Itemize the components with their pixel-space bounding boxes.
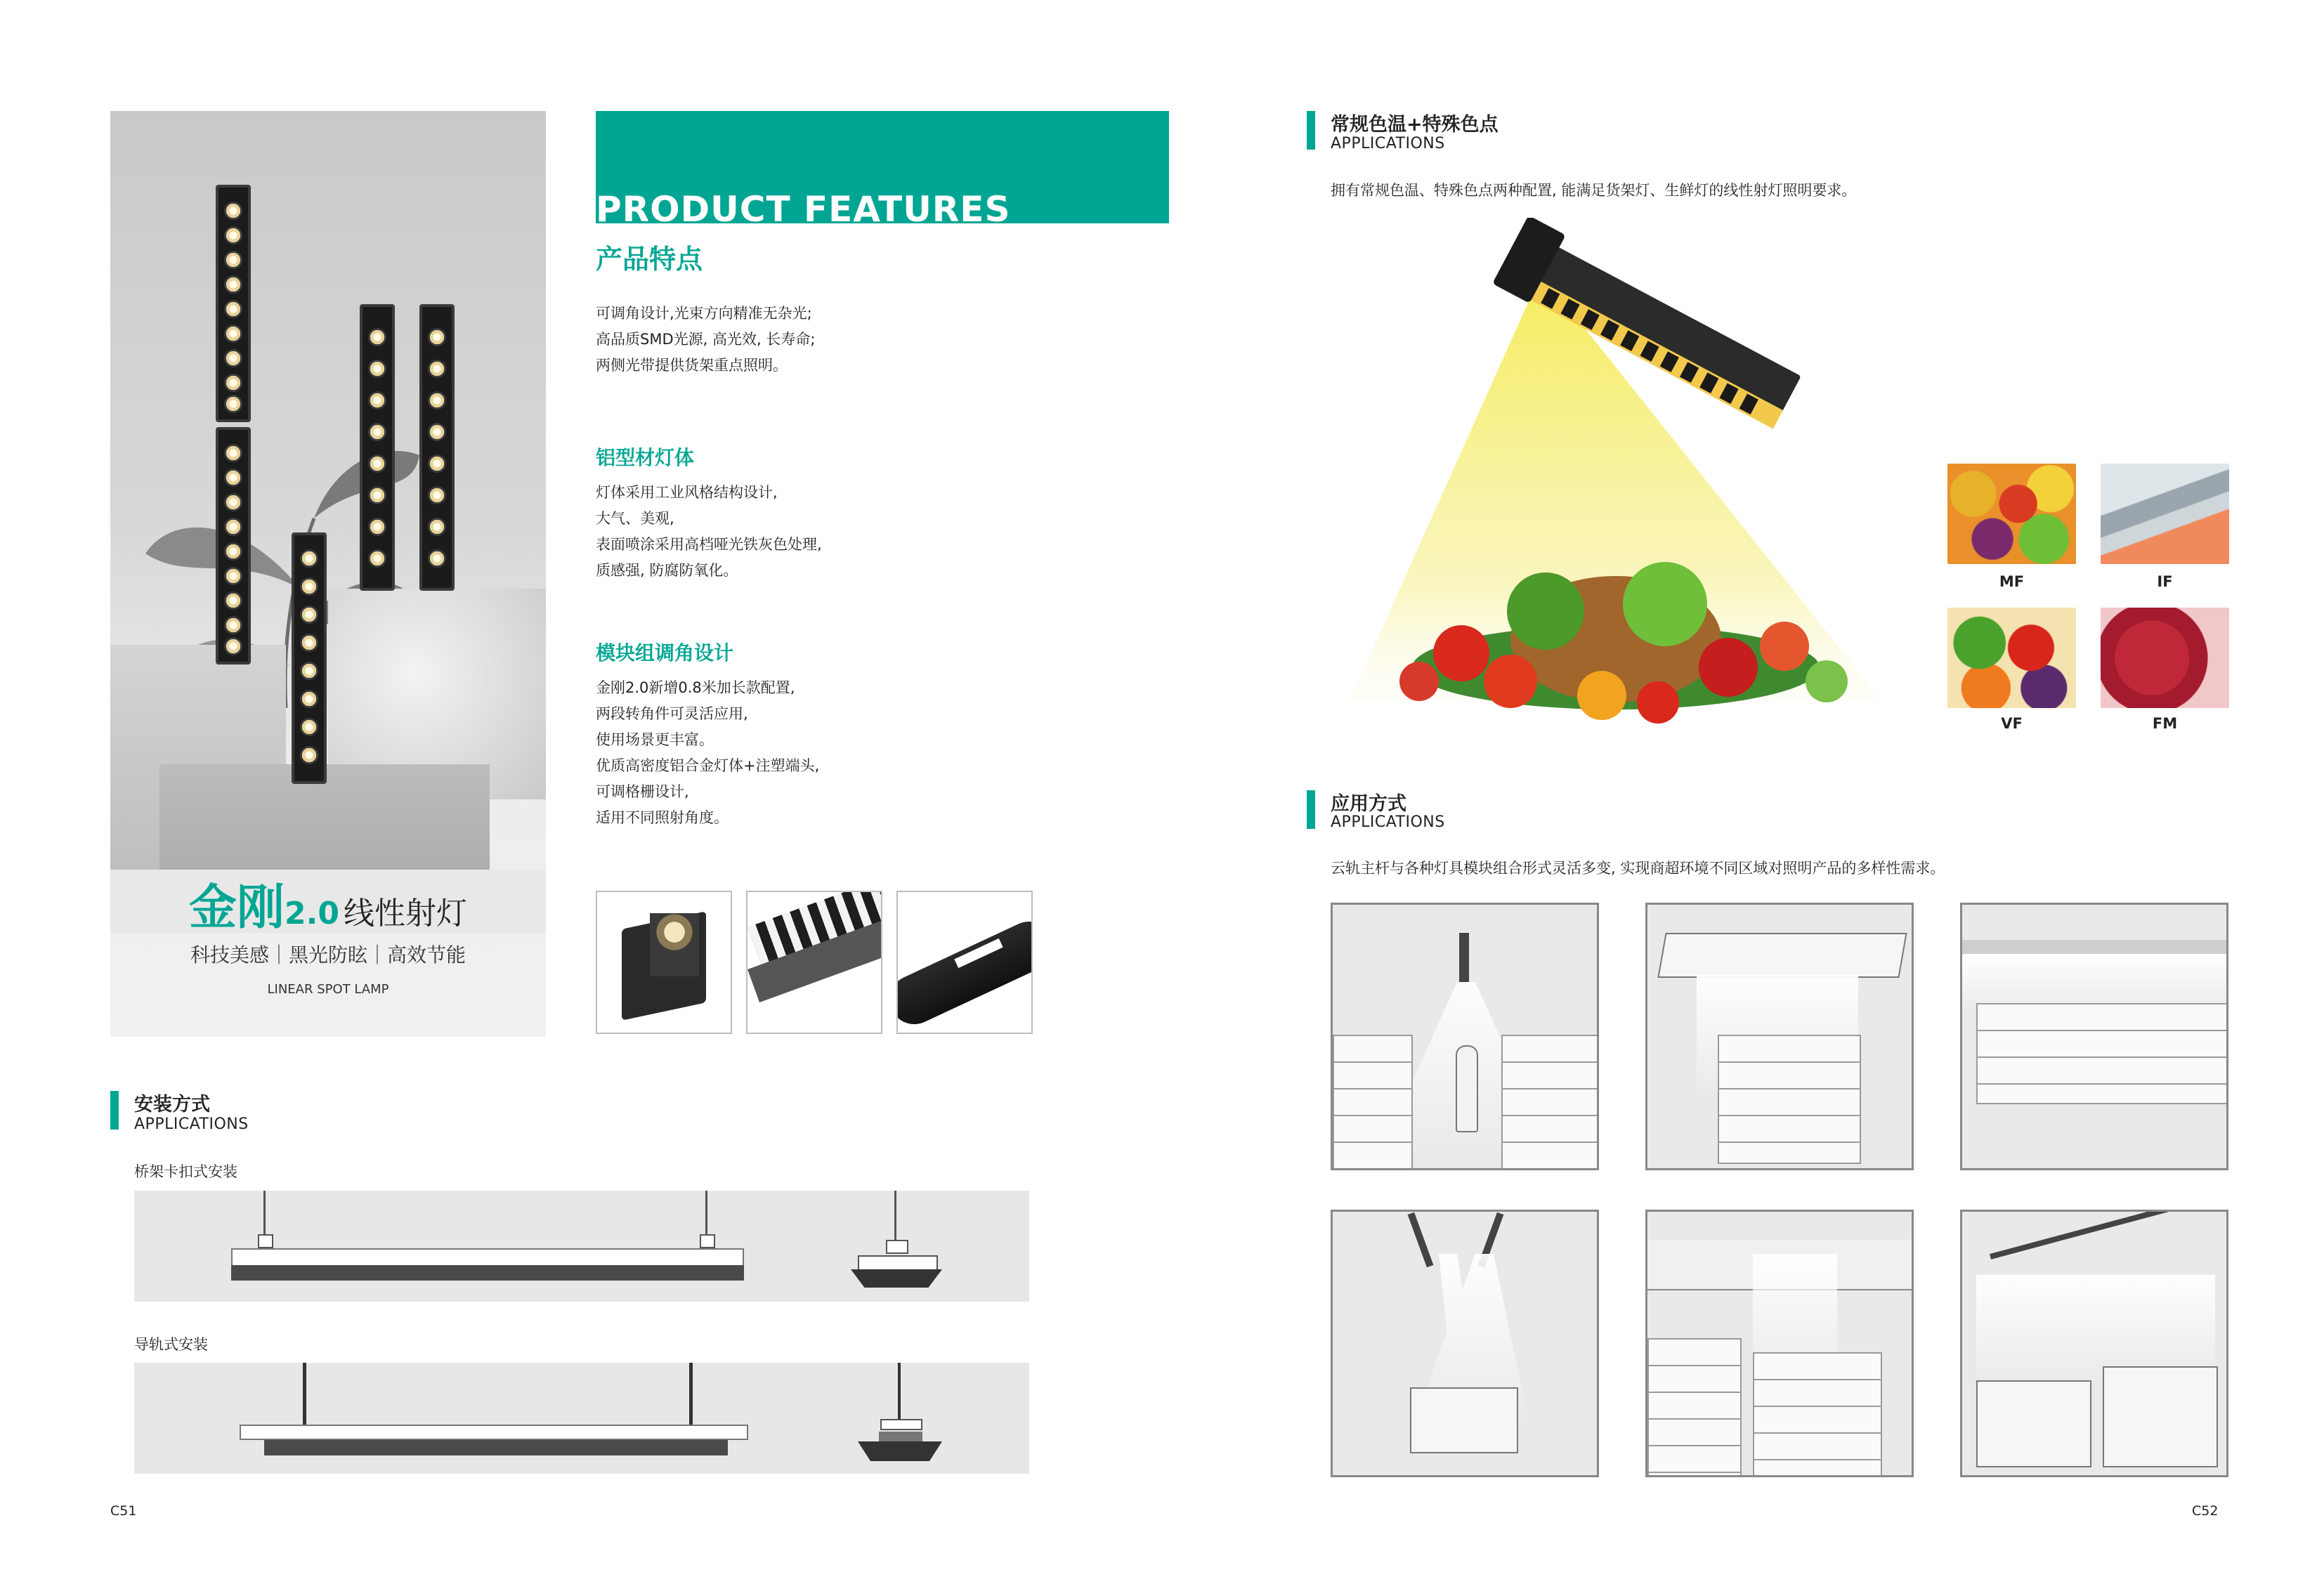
feature-section-title: 铝型材灯体 <box>596 446 695 469</box>
linear-spot-fixture <box>216 427 251 665</box>
hero-tagline: 科技美感｜黑光防眩｜高效节能 <box>190 943 466 967</box>
feature-line: 可调格栅设计, <box>596 783 689 800</box>
application-scene <box>1331 903 1599 1170</box>
application-scene <box>1960 1210 2228 1477</box>
application-scene <box>1960 903 2228 1170</box>
hero-brand: 金刚 <box>189 880 285 936</box>
feature-line: 优质高密度铝合金灯体+注塑端头, <box>596 757 820 774</box>
features-intro <box>596 301 815 379</box>
swatch-label: FM <box>2152 715 2178 732</box>
swatch-label: VF <box>2001 715 2023 732</box>
section-accent-bar <box>1307 790 1315 829</box>
features-heading-en: PRODUCT FEATURES <box>596 189 1011 230</box>
section-accent-bar <box>1307 111 1315 150</box>
feature-line: 金刚2.0新增0.8米加长款配置, <box>596 679 795 696</box>
feature-section-body <box>596 480 822 584</box>
swatch-label: IF <box>2157 573 2173 590</box>
detail-thumbnail <box>596 891 732 1034</box>
application-scene <box>1645 903 1914 1170</box>
install-method-label: 导轨式安装 <box>134 1336 208 1353</box>
meat-swatch <box>2101 608 2229 708</box>
install-diagram-bridge <box>134 1191 1029 1302</box>
install-title: 安装方式 <box>134 1094 210 1115</box>
page-number-right: C52 <box>2192 1503 2219 1519</box>
hero-product: 线性射灯 <box>343 896 467 931</box>
detail-thumbnail <box>746 891 882 1034</box>
feature-line: 质感强, 防腐防氧化。 <box>596 562 738 579</box>
feature-line: 灯体采用工业风格结构设计, <box>596 484 778 501</box>
install-diagram-track <box>134 1363 1029 1474</box>
linear-spot-fixture <box>292 532 327 784</box>
usage-description: 云轨主杆与各种灯具模块组合形式灵活多变, 实现商超环境不同区域对照明产品的多样性需求。 <box>1331 860 1945 877</box>
fish-swatch <box>2101 464 2229 564</box>
vegetable-swatch <box>1947 608 2076 708</box>
color-description: 拥有常规色温、特殊色点两种配置, 能满足货架灯、生鲜灯的线性射灯照明要求。 <box>1331 182 1857 199</box>
linear-spot-fixture <box>360 304 395 591</box>
features-intro-line: 高品质SMD光源, 高光效, 长寿命; <box>596 331 816 348</box>
usage-subtitle: APPLICATIONS <box>1331 813 1445 831</box>
hero-image <box>110 111 546 1037</box>
linear-spot-fixture <box>419 304 455 591</box>
application-scene <box>1331 1210 1599 1477</box>
fruit-swatch <box>1947 464 2076 564</box>
feature-line: 两段转角件可灵活应用, <box>596 705 748 722</box>
feature-line: 使用场景更丰富。 <box>596 731 714 748</box>
hero-english: LINEAR SPOT LAMP <box>267 982 389 997</box>
features-intro-line: 可调角设计,光束方向精准无杂光; <box>596 305 812 322</box>
features-intro-line: 两侧光带提供货架重点照明。 <box>596 357 788 374</box>
linear-spot-fixture <box>216 185 251 422</box>
color-subtitle: APPLICATIONS <box>1331 135 1445 152</box>
detail-thumbnail <box>896 891 1033 1034</box>
hero-version: 2.0 <box>285 896 339 931</box>
feature-line: 大气、美观, <box>596 510 674 527</box>
feature-line: 表面喷涂采用高档哑光铁灰色处理, <box>596 536 822 553</box>
page-number-left: C51 <box>110 1503 137 1519</box>
features-heading-cn: 产品特点 <box>596 244 703 275</box>
application-scene <box>1645 1210 1914 1477</box>
section-accent-bar <box>110 1091 119 1130</box>
usage-title: 应用方式 <box>1331 793 1406 815</box>
hero-title <box>110 870 546 938</box>
swatch-label: MF <box>1999 573 2025 590</box>
fixture-light-beam-illustration <box>1335 218 1911 752</box>
install-subtitle: APPLICATIONS <box>134 1115 249 1133</box>
install-method-label: 桥架卡扣式安装 <box>134 1163 237 1180</box>
feature-section-body <box>596 675 819 831</box>
feature-line: 适用不同照射角度。 <box>596 809 729 826</box>
color-title: 常规色温+特殊色点 <box>1331 114 1499 136</box>
feature-section-title: 模块组调角设计 <box>596 641 734 665</box>
